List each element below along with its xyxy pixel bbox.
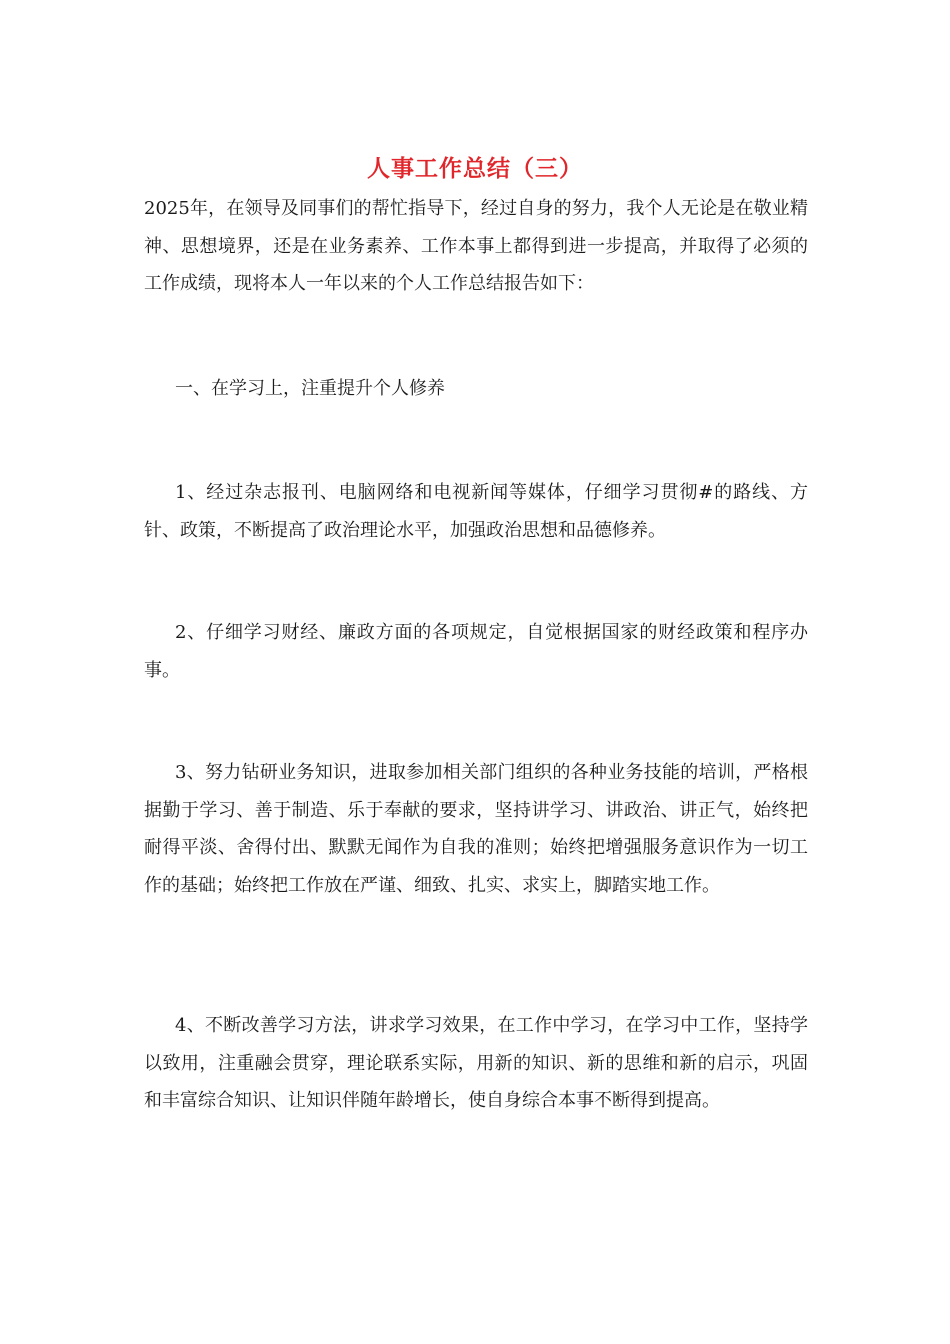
intro-paragraph: 2025年，在领导及同事们的帮忙指导下，经过自身的努力，我个人无论是在敬业精神、思想境界，还是在业务素养、工作本事上都得到进一步提高，并取得了必须的工作成绩，现将本人一年以来的个人工作总结报告如下： — [144, 198, 808, 295]
document-title: 人事工作总结（三） — [367, 155, 583, 182]
list-item: 1、经过杂志报刊、电脑网络和电视新闻等媒体，仔细学习贯彻#的路线、方针、政策，不断提高了政治理论水平，加强政治思想和品德修养。 — [144, 482, 808, 541]
list-item: 2、仔细学习财经、廉政方面的各项规定，自觉根据国家的财经政策和程序办事。 — [144, 622, 808, 681]
section-heading: 一、在学习上，注重提升个人修养 — [175, 378, 445, 399]
list-item: 3、努力钻研业务知识，进取参加相关部门组织的各种业务技能的培训，严格根据勤于学习、善于制造、乐于奉献的要求，坚持讲学习、讲政治、讲正气，始终把耐得平淡、舍得付出、默默无闻作为自我的准则；始终把增强服务意识作为一切工作的基础；始终把工作放在严谨、细致、扎实、求实上，脚踏实地工作。 — [144, 762, 808, 896]
list-item: 4、不断改善学习方法，讲求学习效果，在工作中学习，在学习中工作，坚持学以致用，注重融会贯穿，理论联系实际，用新的知识、新的思维和新的启示，巩固和丰富综合知识、让知识伴随年龄增长，使自身综合本事不断得到提高。 — [144, 1015, 808, 1112]
